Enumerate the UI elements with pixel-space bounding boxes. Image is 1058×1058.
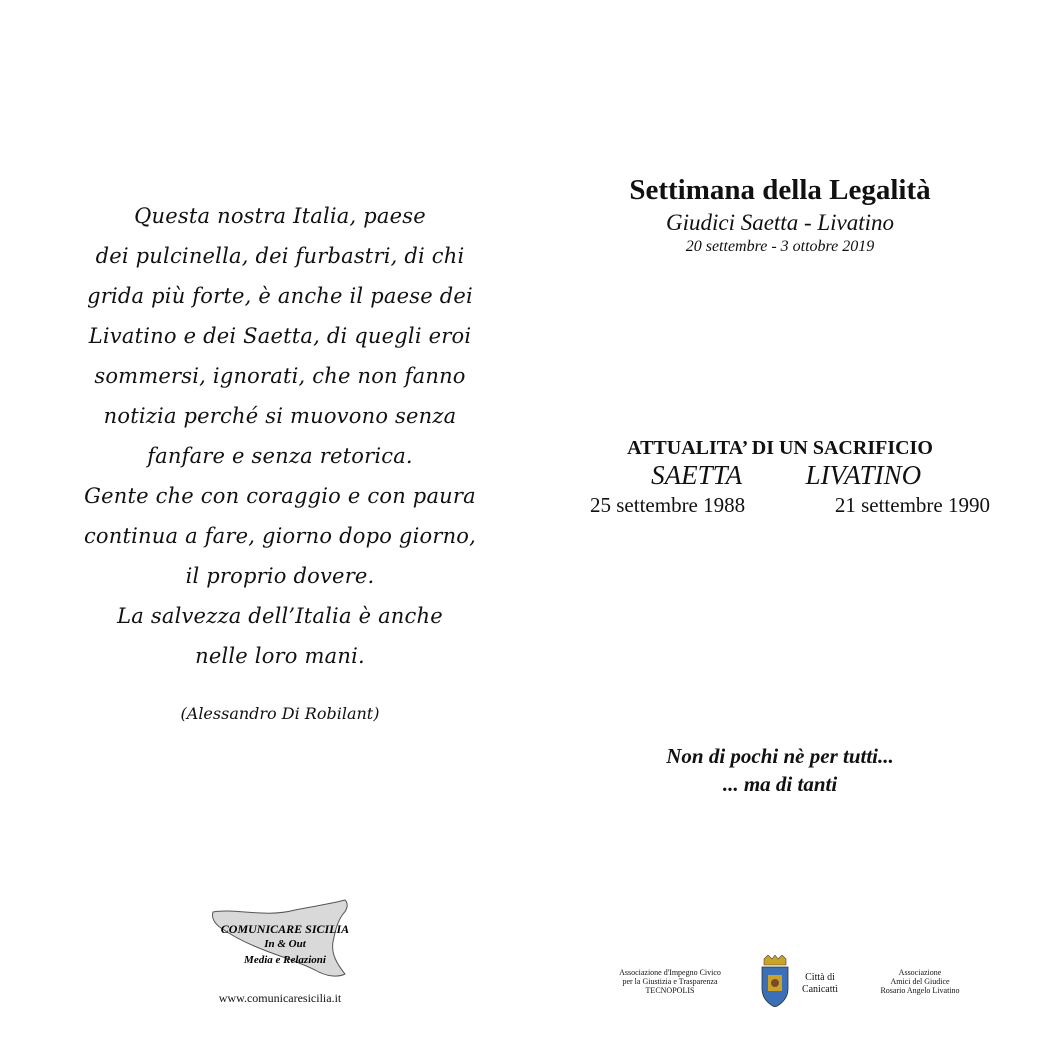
quote-line: nelle loro mani. bbox=[195, 644, 365, 668]
quote-line: fanfare e senza retorica. bbox=[147, 444, 413, 468]
motto-line: ... ma di tanti bbox=[722, 772, 838, 796]
quote-line: sommersi, ignorati, che non fanno bbox=[94, 364, 466, 388]
sponsor-line: Canicattì bbox=[801, 984, 839, 995]
sponsor-amici bbox=[866, 968, 974, 995]
judge-names bbox=[560, 460, 1000, 491]
logo-line-1: COMUNICARE SICILIA bbox=[220, 922, 350, 936]
quote-line: Livatino e dei Saetta, di quegli eroi bbox=[88, 324, 472, 348]
sponsor-line: Associazione bbox=[898, 968, 942, 977]
event-dates: 20 settembre - 3 ottobre 2019 bbox=[685, 238, 875, 255]
sponsor-line: Associazione d'Impegno Civico bbox=[619, 968, 721, 977]
motto-line: Non di pochi nè per tutti... bbox=[666, 744, 894, 768]
quote-line: il proprio dovere. bbox=[185, 564, 375, 588]
city-crest-icon bbox=[758, 955, 792, 1007]
quote-line: Questa nostra Italia, paese bbox=[134, 204, 426, 228]
quote-line: continua a fare, giorno dopo giorno, bbox=[83, 524, 477, 548]
sponsor-city bbox=[794, 972, 846, 996]
sponsor-line: TECNOPOLIS bbox=[645, 986, 695, 995]
motto bbox=[560, 742, 1000, 798]
quote-line: Gente che con coraggio e con paura bbox=[84, 484, 476, 508]
judge-name-livatino: LIVATINO bbox=[805, 460, 922, 490]
comunicare-sicilia-logo bbox=[205, 898, 365, 988]
sponsor-line: Città di bbox=[805, 972, 835, 983]
sponsor-line: per la Giustizia e Trasparenza bbox=[622, 977, 718, 986]
event-title: Settimana della Legalità bbox=[629, 174, 931, 206]
quote-line: La salvezza dell’Italia è anche bbox=[117, 604, 443, 628]
judge-name-saetta: SAETTA bbox=[651, 460, 743, 490]
judge-dates bbox=[590, 493, 990, 518]
event-subtitle: Giudici Saetta - Livatino bbox=[665, 210, 895, 235]
logo-line-3: Media e Relazioni bbox=[244, 954, 326, 966]
website-link[interactable]: www.comunicaresicilia.it bbox=[218, 991, 342, 1005]
judge-date-livatino: 21 settembre 1990 bbox=[834, 493, 990, 517]
sponsor-line: Amici del Giudice bbox=[890, 977, 950, 986]
quote-line: grida più forte, è anche il paese dei bbox=[87, 284, 473, 308]
sponsor-tecnopolis bbox=[604, 968, 736, 995]
judge-date-saetta: 25 settembre 1988 bbox=[590, 493, 746, 517]
feature-heading: ATTUALITA’ DI UN SACRIFICIO bbox=[627, 437, 933, 459]
quote-line: dei pulcinella, dei furbastri, di chi bbox=[95, 244, 465, 268]
quote-line: notizia perché si muovono senza bbox=[103, 404, 457, 428]
logo-line-2: In & Out bbox=[264, 938, 306, 950]
quote-author: (Alessandro Di Robilant) bbox=[180, 704, 380, 723]
quote-block bbox=[80, 196, 480, 676]
sponsor-line: Rosario Angelo Livatino bbox=[880, 986, 960, 995]
